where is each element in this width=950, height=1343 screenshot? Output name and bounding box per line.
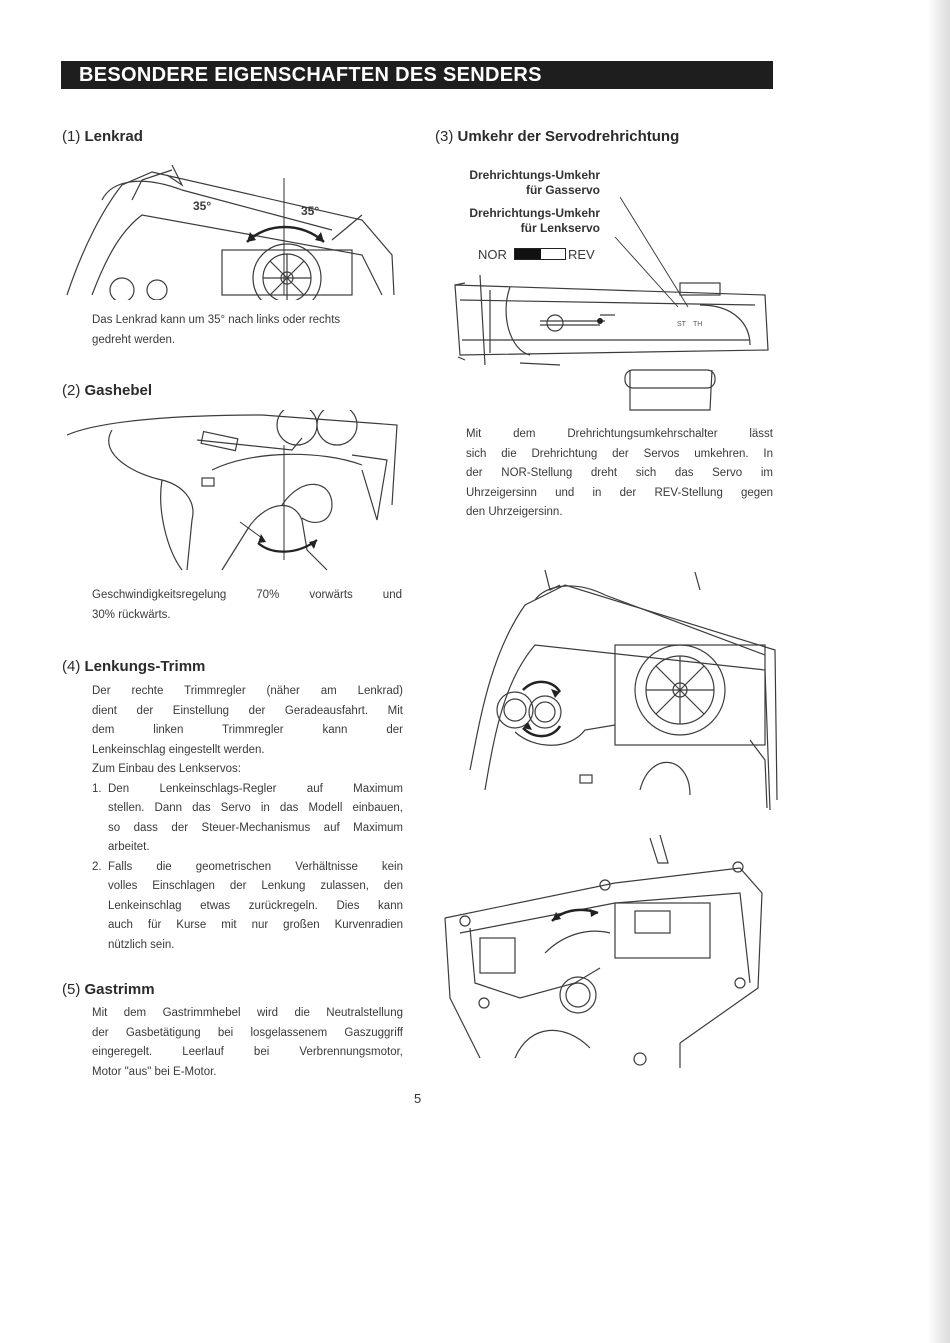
paragraph-line: Der rechte Trimmregler (näher am Lenkrad) [92, 685, 403, 697]
list-line: Den Lenkeinschlags-Regler auf Maximum [108, 782, 403, 795]
paragraph-line: dient der Einstellung der Geradeausfahrt. Mit [92, 704, 403, 717]
paragraph-line: Motor "aus" bei E-Motor. [92, 1065, 217, 1078]
heading-number: (3) [435, 128, 454, 145]
paragraph-line: Uhrzeigersinn und in der REV-Stellung gegen [466, 486, 773, 499]
subheading: Zum Einbau des Lenkservos: [92, 763, 241, 775]
throttle-trigger-figure [62, 410, 407, 575]
throttle-trim-illustration [440, 823, 775, 1068]
heading-number: (5) [62, 981, 81, 998]
switch-nor-label: NOR [478, 247, 507, 262]
switch-rev-label: REV [568, 247, 595, 262]
heading-gashebel [62, 382, 152, 399]
heading-gastrimm [62, 981, 155, 998]
heading-lenkungs-trimm [62, 658, 205, 675]
servo-reverse-figure [450, 175, 775, 415]
list-line: auch für Kurse mit nur großen Kurvenradien [108, 919, 403, 931]
heading-title: Gashebel [84, 382, 153, 399]
list-item [92, 858, 403, 956]
paragraph-line: der NOR-Stellung dreht sich das Servo im [466, 467, 773, 479]
caption-line: 30% rückwärts. [92, 608, 171, 621]
list-item [92, 780, 403, 858]
label-line: für Gasservo [525, 183, 600, 197]
list-line: arbeitet. [108, 841, 150, 853]
list-line: stellen. Dann das Servo in das Modell einbauen, [108, 802, 403, 814]
list-line: so dass der Steuer-Mechanismus auf Maximum [108, 821, 403, 834]
heading-title: Lenkungs-Trimm [84, 658, 206, 675]
paragraph-line: dem linken Trimmregler kann der [92, 724, 403, 736]
transmitter-grip-illustration [62, 410, 407, 575]
label-line: Drehrichtungs-Umkehr [469, 168, 600, 182]
transmitter-side-illustration [450, 175, 775, 415]
heading-number: (2) [62, 382, 81, 399]
list-marker: 2. [92, 860, 102, 873]
heading-title: Lenkrad [84, 128, 143, 145]
list-line: Lenkeinschlag etwas zurückregeln. Dies kann [108, 899, 403, 912]
caption-gashebel [92, 586, 402, 625]
list-line: volles Einschlagen der Lenkung zulassen, den [108, 880, 403, 892]
steering-trim-illustration [465, 560, 780, 810]
channel-th-label: TH [693, 321, 703, 328]
channel-st-label: ST [677, 321, 686, 328]
heading-number: (1) [62, 128, 81, 145]
steps-list [92, 780, 403, 956]
list-line: Falls die geometrischen Verhältnisse kein [108, 860, 403, 873]
caption-line: gedreht werden. [92, 333, 176, 346]
servo-reverse-text [466, 425, 773, 523]
page-edge-shadow [928, 0, 950, 1343]
paragraph-line: sich die Drehrichtung der Servos umkehren. In [466, 447, 773, 460]
lenkungs-trimm-text [92, 682, 403, 955]
paragraph-line: Mit dem Drehrichtungsumkehrschalter lässt [466, 428, 773, 440]
label-line: Drehrichtungs-Umkehr [469, 206, 600, 220]
throttle-trim-figure [440, 823, 775, 1068]
heading-title: Gastrimm [84, 981, 155, 998]
heading-servo-reverse [435, 128, 679, 145]
heading-title: Umkehr der Servodrehrichtung [457, 128, 680, 145]
angle-right-label: 35° [301, 204, 320, 218]
section-banner [61, 61, 773, 89]
gastrimm-text [92, 1004, 403, 1082]
caption-lenkrad [92, 311, 340, 350]
list-marker: 1. [92, 782, 102, 795]
caption-line: Geschwindigkeitsregelung 70% vorwärts und [92, 589, 402, 601]
paragraph-line: eingeregelt. Leerlauf bei Verbrennungsmotor, [92, 1046, 403, 1058]
banner-title: BESONDERE EIGENSCHAFTEN DES SENDERS [79, 64, 542, 86]
caption-line: Das Lenkrad kann um 35° nach links oder rechts [92, 314, 341, 326]
paragraph-line: den Uhrzeigersinn. [466, 506, 563, 518]
steering-trim-figure [465, 560, 780, 810]
page-number: 5 [414, 1091, 422, 1106]
heading-lenkrad [62, 128, 143, 145]
list-line: nützlich sein. [108, 938, 175, 951]
angle-left-label: 35° [193, 199, 212, 213]
paragraph-line: der Gasbetätigung bei losgelassenem Gaszuggriff [92, 1026, 403, 1039]
label-line: für Lenkservo [520, 221, 600, 235]
heading-number: (4) [62, 658, 81, 675]
transmitter-top-illustration [62, 160, 402, 300]
steering-wheel-figure [62, 160, 402, 300]
paragraph-line: Lenkeinschlag eingestellt werden. [92, 743, 265, 756]
paragraph-line: Mit dem Gastrimmhebel wird die Neutralstellung [92, 1007, 403, 1019]
